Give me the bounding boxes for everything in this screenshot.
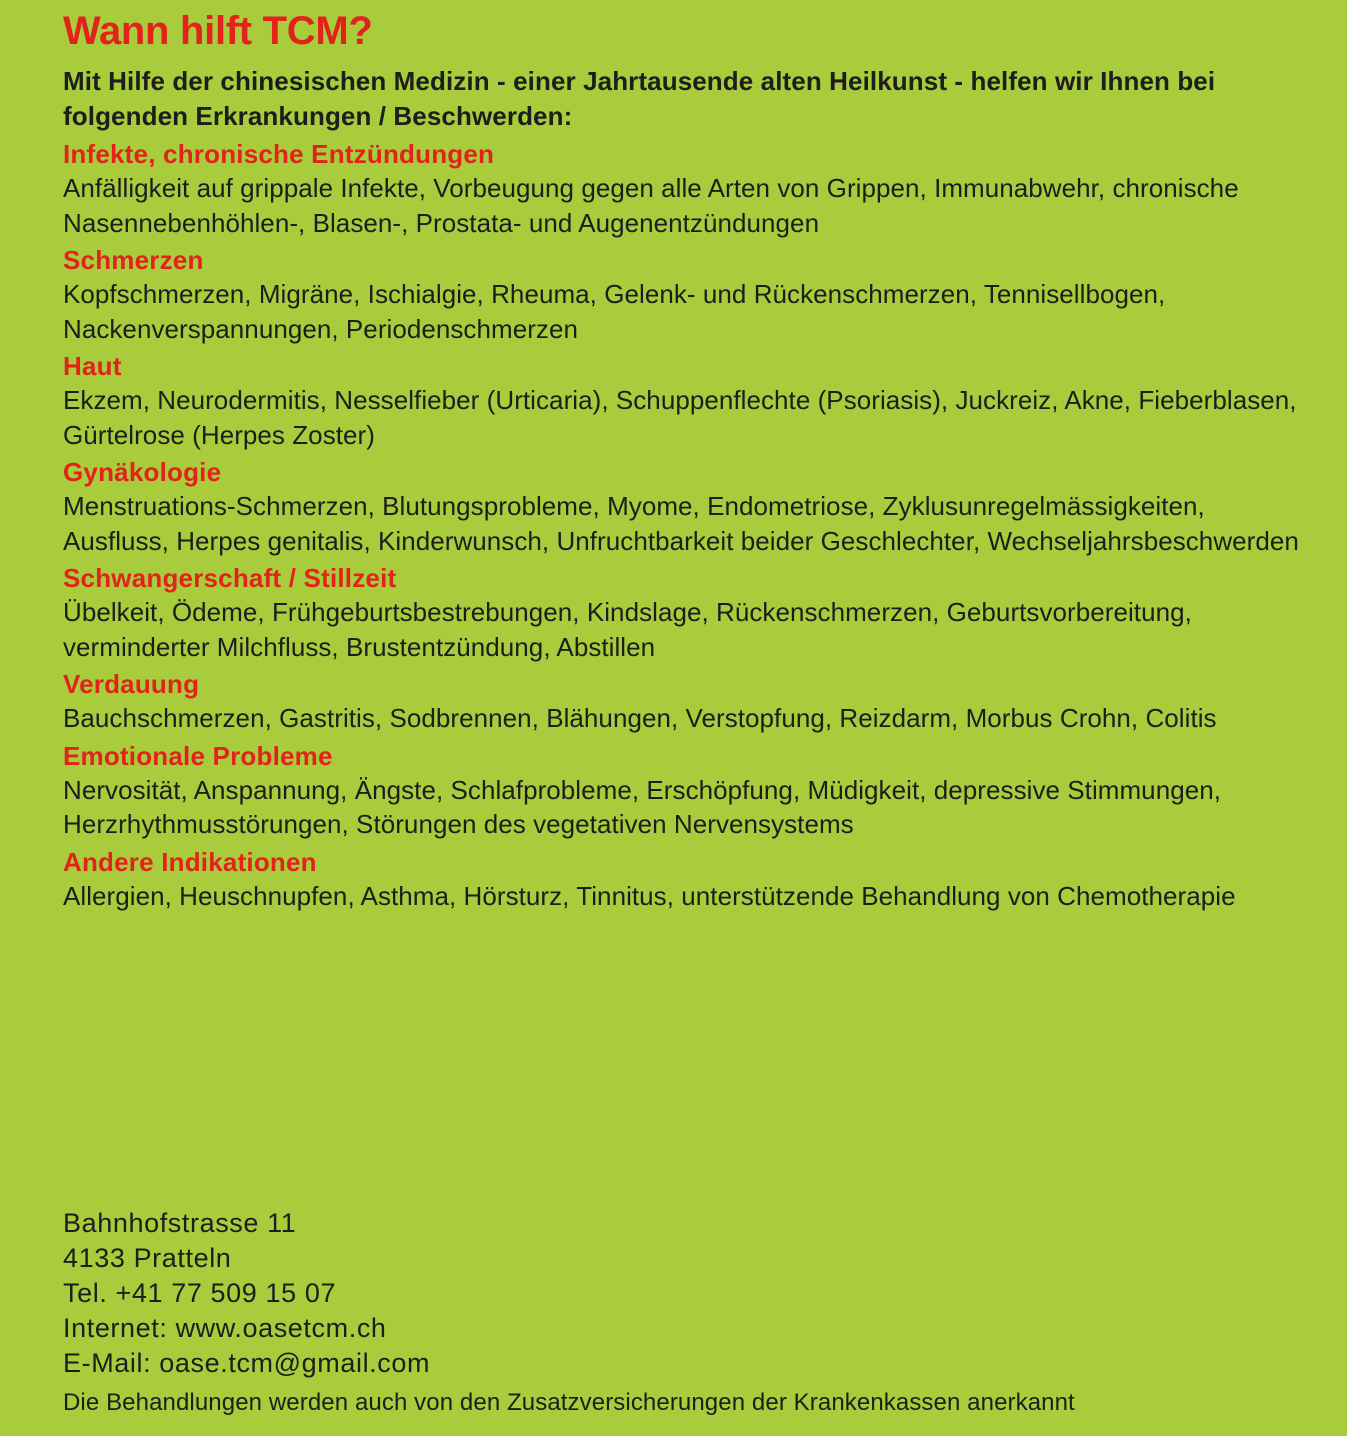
section-body: Kopfschmerzen, Migräne, Ischialgie, Rheuma, Gelenk- und Rückenschmerzen, Tennisellbogen, Nackenverspannungen, Periodenschmerzen: [63, 279, 1166, 344]
section-gynaekologie: [63, 457, 1307, 558]
section-body: Anfälligkeit auf grippale Infekte, Vorbeugung gegen alle Arten von Grippen, Immunabwehr, chronische Nasennebenhöhlen-, Blasen-, Prostata- und Augenentzündungen: [63, 173, 1239, 238]
section-infekte: [63, 139, 1307, 240]
section-body: Übelkeit, Ödeme, Frühgeburtsbestrebungen, Kindslage, Rückenschmerzen, Geburtsvorbereitung, verminderter Milchfluss, Brustentzündung, Abstillen: [63, 597, 1192, 662]
contact-street: Bahnhofstrasse 11: [63, 1208, 297, 1238]
section-body: Bauchschmerzen, Gastritis, Sodbrennen, Blähungen, Verstopfung, Reizdarm, Morbus Crohn, Colitis: [63, 703, 1217, 733]
section-heading: Emotionale Probleme: [63, 740, 333, 771]
indication-sections: [63, 139, 1307, 913]
section-schwangerschaft: [63, 563, 1307, 664]
intro-text: Mit Hilfe der chinesischen Medizin - einer Jahrtausende alten Heilkunst - helfen wir Ihnen bei folgenden Erkrankungen / Beschwerden:: [63, 66, 1216, 131]
section-body: Menstruations-Schmerzen, Blutungsprobleme, Myome, Endometriose, Zyklusunregelmässigkeiten, Ausfluss, Herpes genitalis, Kinderwunsch, Unfruchtbarkeit beider Geschlechter, Wechseljahrsbeschwerden: [63, 491, 1299, 556]
section-body: Nervosität, Anspannung, Ängste, Schlafprobleme, Erschöpfung, Müdigkeit, depressive Stimmungen, Herzrhythmusstörungen, Störungen des vegetativen Nervensystems: [63, 774, 1222, 839]
section-schmerzen: [63, 245, 1307, 346]
section-heading: Haut: [63, 351, 122, 381]
section-heading: Andere Indikationen: [63, 846, 317, 877]
insurance-note: Die Behandlungen werden auch von den Zusatzversicherungen der Krankenkassen anerkannt: [63, 1389, 1075, 1416]
contact-phone: Tel. +41 77 509 15 07: [63, 1278, 337, 1308]
contact-internet: Internet: www.oasetcm.ch: [63, 1313, 387, 1343]
section-heading: Schmerzen: [63, 245, 204, 275]
section-verdauung: [63, 669, 1307, 736]
section-emotionale-probleme: [63, 741, 1307, 842]
section-body: Allergien, Heuschnupfen, Asthma, Hörsturz, Tinnitus, unterstützende Behandlung von Chemotherapie: [63, 880, 1236, 911]
section-haut: [63, 351, 1307, 452]
page-title: Wann hilft TCM?: [63, 9, 373, 53]
contact-block: [63, 1206, 430, 1381]
section-heading: Schwangerschaft / Stillzeit: [63, 563, 397, 593]
contact-email: E-Mail: oase.tcm@gmail.com: [63, 1348, 431, 1378]
section-heading: Verdauung: [63, 669, 200, 699]
section-body: Ekzem, Neurodermitis, Nesselfieber (Urticaria), Schuppenflechte (Psoriasis), Juckreiz, Akne, Fieberblasen, Gürtelrose (Herpes Zoster): [63, 385, 1297, 450]
contact-city: 4133 Pratteln: [63, 1243, 232, 1273]
section-andere-indikationen: [63, 847, 1307, 914]
section-heading: Infekte, chronische Entzündungen: [63, 139, 495, 169]
section-heading: Gynäkologie: [63, 457, 222, 487]
